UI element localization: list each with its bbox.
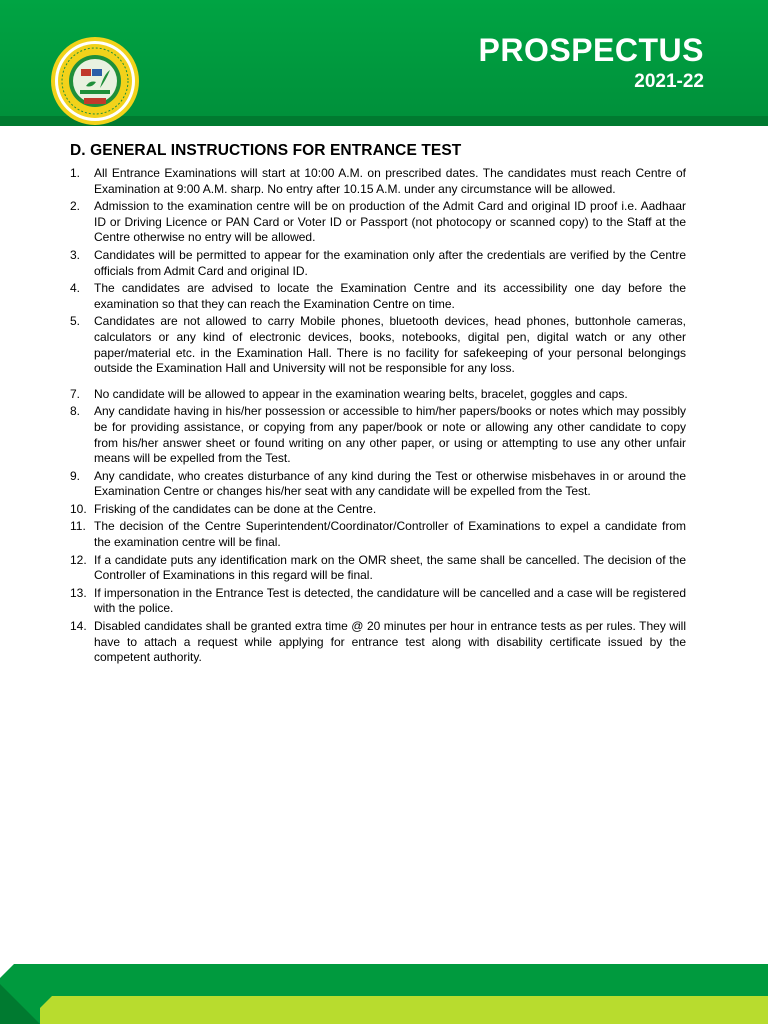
list-item xyxy=(70,619,686,666)
item-number: 5. xyxy=(70,314,81,329)
item-text: Disabled candidates shall be granted extra time @ 20 minutes per hour in entrance tests as per rules. They will have to attach a request while applying for entrance test along with disability certificate issued by the competent authority. xyxy=(94,619,686,665)
list-item xyxy=(70,469,686,500)
item-text: Candidates will be permitted to appear for the examination only after the credentials are verified by the Centre officials from Admit Card and original ID. xyxy=(94,247,686,278)
list-item xyxy=(70,586,686,617)
item-text: Any candidate having in his/her possession or accessible to him/her papers/books or notes which may possibly be for providing assistance, or copying from any paper/book or note or allowing any other candidate to copy from his/her answer sheet or found writing on any other paper, or using or attempting to use any other unfair means will be expelled from the Test. xyxy=(94,404,686,466)
item-text: All Entrance Examinations will start at 10:00 A.M. on prescribed dates. The candidates must reach Centre of Examination at 9:00 A.M. sharp. No entry after 10.15 A.M. under any circumstance will be allowed. xyxy=(94,166,686,196)
list-item xyxy=(70,404,686,466)
item-number: 3. xyxy=(70,247,81,262)
footer-band xyxy=(0,964,768,1024)
prospectus-year: 2021-22 xyxy=(634,71,704,92)
item-number: 7. xyxy=(70,386,81,401)
list-item xyxy=(70,387,686,403)
university-seal-icon xyxy=(50,36,140,126)
section-title: D. GENERAL INSTRUCTIONS FOR ENTRANCE TEST xyxy=(70,142,462,159)
item-number: 13. xyxy=(70,585,87,600)
item-number: 14. xyxy=(70,619,87,634)
item-text: No candidate will be allowed to appear in the examination wearing belts, bracelet, goggles and caps. xyxy=(94,386,628,401)
item-number: 9. xyxy=(70,468,81,483)
page-header xyxy=(0,0,768,126)
list-item xyxy=(70,553,686,584)
list-item xyxy=(70,314,686,376)
list-item xyxy=(70,281,686,312)
item-number: 11. xyxy=(70,519,86,534)
item-text: Admission to the examination centre will be on production of the Admit Card and original ID proof i.e. Aadhaar ID or Driving Licence or PAN Card or Voter ID or Passport (not photocopy or scanned copy) to the Staff at the Centre otherwise no entry will be allowed. xyxy=(94,199,686,245)
item-text: The candidates are advised to locate the Examination Centre and its accessibility one day before the examination so that they can reach the Examination Centre on time. xyxy=(94,281,686,311)
list-item xyxy=(70,166,686,197)
list-item xyxy=(70,248,686,279)
item-text: Any candidate, who creates disturbance of any kind during the Test or otherwise misbehaves in or around the Examination Centre or changes his/her seat with any candidate will be expelled from the Test. xyxy=(94,468,686,499)
item-number: 2. xyxy=(70,199,81,214)
instructions-section xyxy=(70,142,686,668)
item-number: 10. xyxy=(70,501,87,516)
item-text: The decision of the Centre Superintendent/Coordinator/Controller of Examinations to expel a candidate from the examination centre will be final. xyxy=(94,519,686,550)
item-text: If a candidate puts any identification mark on the OMR sheet, the same shall be cancelled. The decision of the Controller of Examinations in this regard will be final. xyxy=(94,552,686,583)
item-number: 1. xyxy=(70,166,81,180)
item-text: Frisking of the candidates can be done at the Centre. xyxy=(94,501,377,516)
list-item xyxy=(70,502,686,518)
item-text: If impersonation in the Entrance Test is detected, the candidature will be cancelled and a case will be registered with the police. xyxy=(94,585,686,616)
list-item xyxy=(70,199,686,246)
item-number: 4. xyxy=(70,281,81,296)
prospectus-title: PROSPECTUS xyxy=(478,32,704,68)
item-number: 12. xyxy=(70,552,87,567)
list-item xyxy=(70,519,686,550)
item-text: Candidates are not allowed to carry Mobile phones, bluetooth devices, head phones, buttonhole cameras, calculators or any kind of electronic devices, books, notebooks, digital pen, digital watch or any other paper/material etc. in the Examination Hall. There is no facility for safekeeping of your personal belongings outside the Examination Hall and University will not be responsible for any loss. xyxy=(94,314,686,376)
instructions-list xyxy=(70,166,686,666)
item-number: 8. xyxy=(70,404,81,419)
